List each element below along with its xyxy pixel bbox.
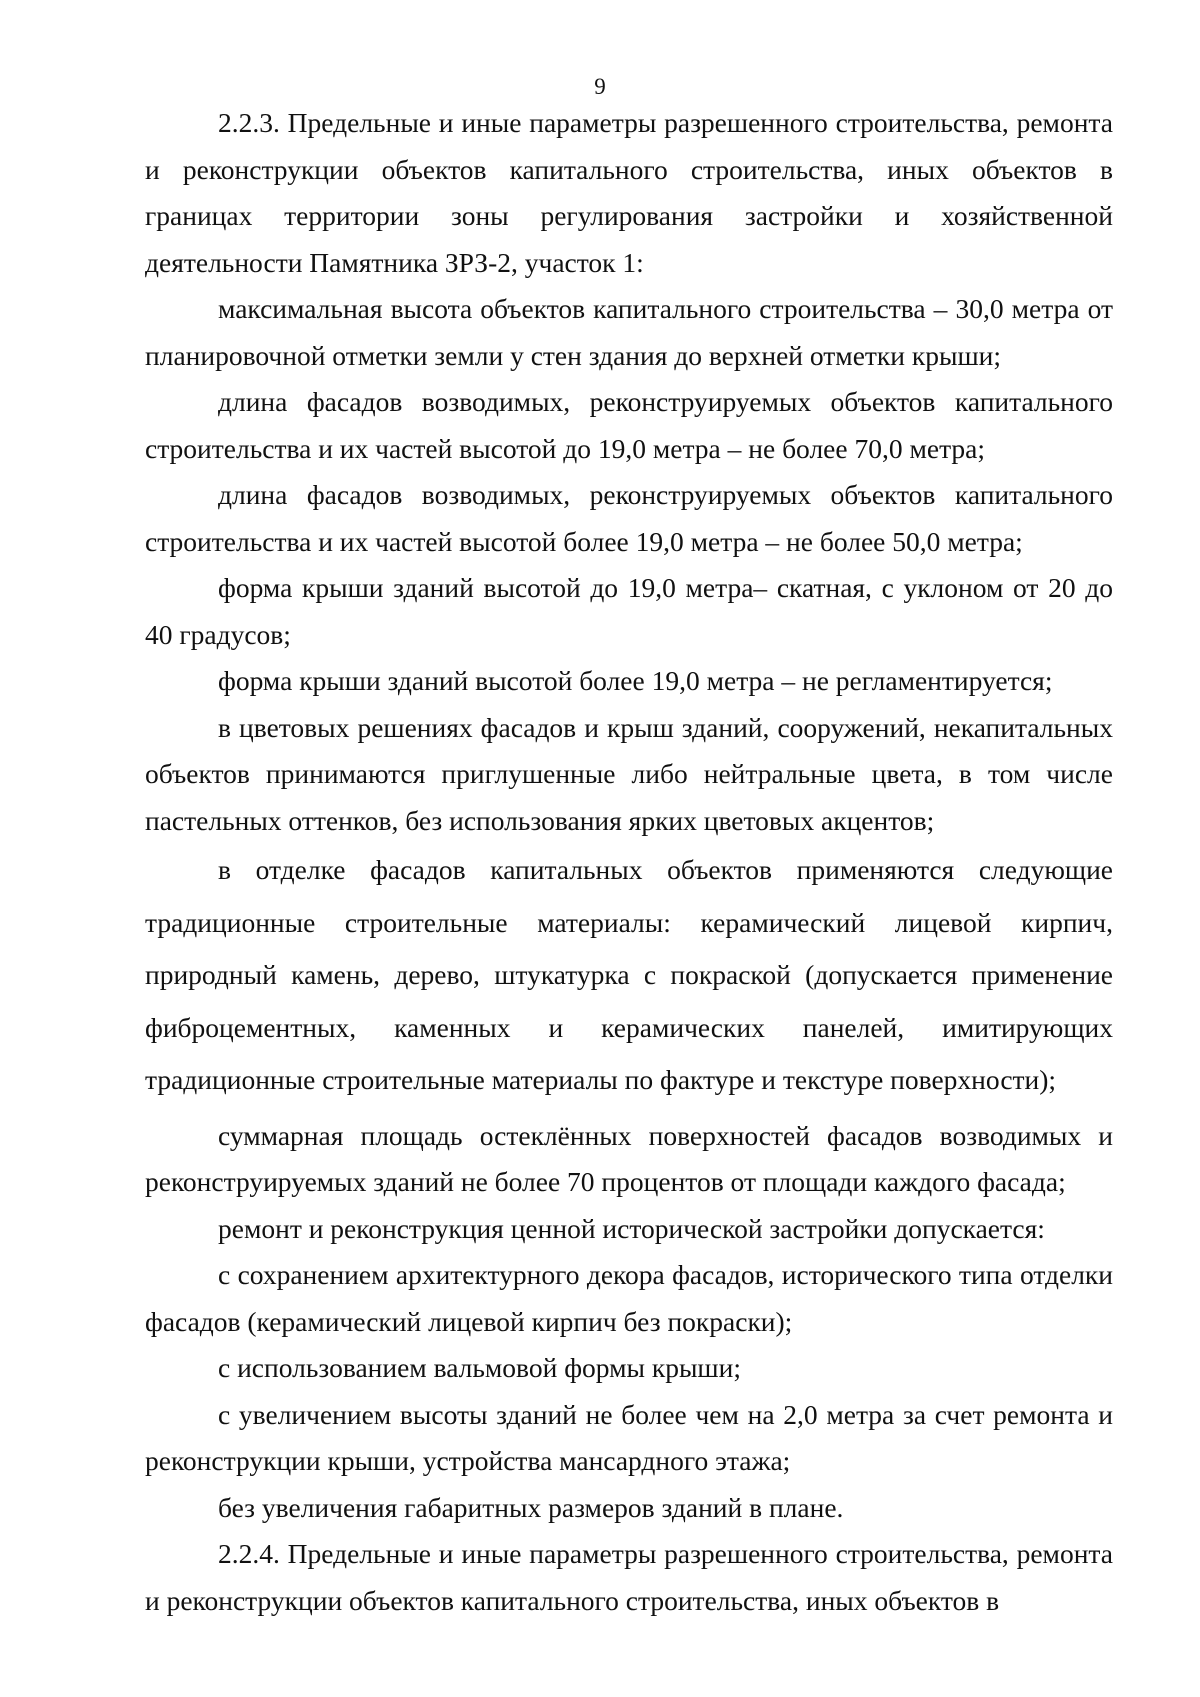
paragraph-hip-roof: с использованием вальмовой формы крыши;	[218, 1352, 741, 1383]
document-body	[145, 100, 1113, 1624]
paragraph-max-height: максимальная высота объектов капитального строительства – 30,0 метра от планировочной отметки земли у стен здания до верхней отметки крыши;	[145, 293, 1113, 371]
paragraph-glazing-area: суммарная площадь остеклённых поверхностей фасадов возводимых и реконструируемых зданий не более 70 процентов от площади каждого фасада;	[145, 1119, 1113, 1197]
paragraph-facade-materials: в отделке фасадов капитальных объектов применяются следующие традиционные строительные материалы: керамический лицевой кирпич, природный камень, дерево, штукатурка с покраской (допускается применение фиброцементных, каменных и керамических панелей, имитирующих традиционные строительные материалы по фактуре и текстуре поверхности);	[145, 854, 1113, 1095]
paragraph-facade-length-high: длина фасадов возводимых, реконструируемых объектов капитального строительства и их частей высотой более 19,0 метра – не более 50,0 метра;	[145, 479, 1113, 557]
paragraph-no-plan-increase: без увеличения габаритных размеров зданий в плане.	[218, 1491, 844, 1523]
paragraph-roof-shape-high: форма крыши зданий высотой более 19,0 метра – не регламентируется;	[218, 665, 1053, 696]
page-number: 9	[594, 74, 606, 99]
paragraph-color-solutions: в цветовых решениях фасадов и крыш зданий, сооружений, некапитальных объектов принимаются приглушенные либо нейтральные цвета, в том числе пастельных оттенков, без использования ярких цветовых акцентов;	[145, 711, 1113, 836]
paragraph-repair-heading: ремонт и реконструкция ценной исторической застройки допускается:	[218, 1212, 1045, 1244]
paragraph-section-2-2-3: 2.2.3. Предельные и иные параметры разрешенного строительства, ремонта и реконструкции объектов капитального строительства, иных объектов в границах территории зоны регулирования застройки и хозяйственной деятельности Памятника ЗРЗ-2, участок 1:	[145, 107, 1113, 278]
paragraph-roof-shape-low: форма крыши зданий высотой до 19,0 метра– скатная, с уклоном от 20 до 40 градусов;	[145, 572, 1113, 650]
paragraph-section-2-2-4: 2.2.4. Предельные и иные параметры разрешенного строительства, ремонта и реконструкции объектов капитального строительства, иных объектов в	[145, 1538, 1113, 1616]
paragraph-preserve-decor: с сохранением архитектурного декора фасадов, исторического типа отделки фасадов (керамический лицевой кирпич без покраски);	[145, 1259, 1113, 1337]
paragraph-height-increase: с увеличением высоты зданий не более чем на 2,0 метра за счет ремонта и реконструкции крыши, устройства мансардного этажа;	[145, 1398, 1113, 1476]
paragraph-facade-length-low: длина фасадов возводимых, реконструируемых объектов капитального строительства и их частей высотой до 19,0 метра – не более 70,0 метра;	[145, 386, 1113, 464]
